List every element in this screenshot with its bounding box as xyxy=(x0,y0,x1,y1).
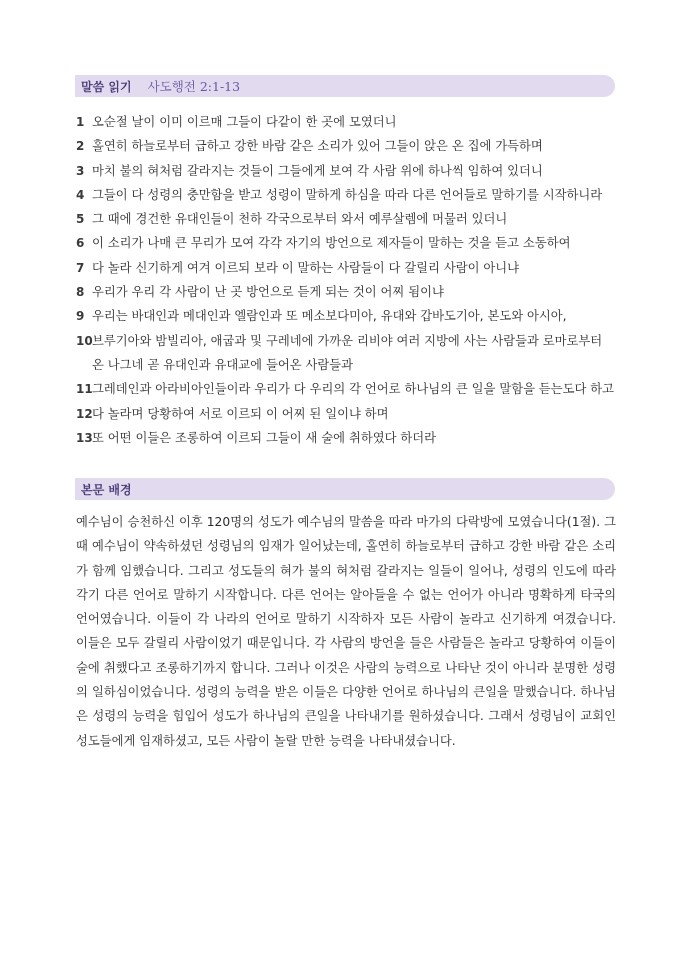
verse-text: 다 놀라며 당황하여 서로 이르되 이 어찌 된 일이냐 하며 xyxy=(92,406,389,421)
verse-text: 마치 불의 혀처럼 갈라지는 것들이 그들에게 보여 각 사람 위에 하나씩 임하여 있더니 xyxy=(92,163,543,178)
verse-text: 다 놀라 신기하게 여겨 이르되 보라 이 말하는 사람들이 다 갈릴리 사람이 아니냐 xyxy=(92,260,520,275)
verse-number: 12 xyxy=(76,406,93,421)
verse-number: 1 xyxy=(76,115,85,129)
verse-list xyxy=(76,110,616,450)
verse-text: 그 때에 경건한 유대인들이 천하 각국으로부터 와서 예루살렘에 머물러 있더니 xyxy=(92,212,508,227)
verse-row xyxy=(76,207,616,231)
verse-row xyxy=(76,402,616,426)
verse-number: 7 xyxy=(76,260,85,275)
verse-number: 10 xyxy=(76,333,93,348)
verse-number: 5 xyxy=(76,212,85,227)
verse-text: 그들이 다 성령의 충만함을 받고 성령이 말하게 하심을 따라 다른 언어들로 말하기를 시작하니라 xyxy=(92,187,603,202)
verse-text: 브루기아와 밤빌리아, 애굽과 및 구레네에 가까운 리비야 여러 지방에 사는 사람들과 로마로부터 온 나그네 곧 유대인과 유대교에 들어온 사람들과 xyxy=(92,333,603,372)
verse-text: 우리는 바대인과 메대인과 엘람인과 또 메소보다미아, 유대와 갑바도기아, 본도와 아시아, xyxy=(92,309,567,324)
verse-row xyxy=(76,159,616,183)
verse-row xyxy=(76,256,616,280)
verse-row xyxy=(76,231,616,255)
verse-number: 6 xyxy=(76,236,85,251)
verse-number: 8 xyxy=(76,285,85,300)
verse-text: 또 어떤 이들은 조롱하여 이르되 그들이 새 술에 취하였다 하더라 xyxy=(92,430,437,445)
verse-text: 우리가 우리 각 사람이 난 곳 방언으로 듣게 되는 것이 어찌 됨이냐 xyxy=(92,285,444,300)
verse-row xyxy=(76,426,616,450)
verse-text: 홀연히 하늘로부터 급하고 강한 바람 같은 소리가 있어 그들이 앉은 온 집에 가득하며 xyxy=(92,139,543,154)
verse-number: 2 xyxy=(76,139,85,154)
verse-number: 9 xyxy=(76,309,85,324)
verse-row xyxy=(76,134,616,158)
verse-row xyxy=(76,183,616,207)
verse-number: 3 xyxy=(76,163,85,178)
verse-number: 13 xyxy=(76,430,93,445)
reading-section-header xyxy=(75,75,615,97)
verse-row xyxy=(76,329,616,378)
background-section-header xyxy=(75,478,615,500)
verse-row xyxy=(76,280,616,304)
background-section-label: 본문 배경 xyxy=(81,482,132,497)
reading-section-label: 말씀 읽기 xyxy=(81,79,132,94)
scripture-reference: 사도행전 2:1-13 xyxy=(147,79,241,94)
verse-text: 이 소리가 나매 큰 무리가 모여 각각 자기의 방언으로 제자들이 말하는 것을 듣고 소동하여 xyxy=(92,236,571,251)
background-paragraph: 예수님이 승천하신 이후 120명의 성도가 예수님의 말씀을 따라 마가의 다락방에 모였습니다(1절). 그때 예수님이 약속하셨던 성령님의 임재가 일어났는데, 홀연히 하늘로부터 급하고 강한 바람 같은 소리가 함께 임했습니다. 그리고 성도들의 혀가 불의 혀처럼 갈라지는 일들이 일어나, 성령의 인도에 따라 각기 다른 언어로 말하기 시작합니다. 다른 언어는 알아들을 수 없는 언어가 아니라 명확하게 타국의 언어였습니다. 이들이 각 나라의 언어로 말하기 시작하자 모든 사람이 놀라고 신기하게 여겼습니다. 이들은 모두 갈릴리 사람이었기 때문입니다. 각 사람의 방언을 들은 사람들은 놀라고 당황하여 이들이 술에 취했다고 조롱하기까지 합니다. 그러나 이것은 사람의 능력으로 나타난 것이 아니라 분명한 성령의 일하심이었습니다. 성령의 능력을 받은 이들은 다양한 언어로 하나님의 큰일을 말했습니다. 하나님은 성령의 능력을 힘입어 성도가 하나님의 큰일을 나타내기를 원하셨습니다. 그래서 성령님이 교회인 성도들에게 임재하셨고, 모든 사람이 놀랄 만한 능력을 나타내셨습니다. xyxy=(76,515,616,748)
verse-row xyxy=(76,304,616,328)
verse-text: 오순절 날이 이미 이르매 그들이 다같이 한 곳에 모였더니 xyxy=(92,115,397,129)
verse-number: 11 xyxy=(76,382,93,397)
verse-row xyxy=(76,377,616,401)
verse-row xyxy=(76,110,616,134)
verse-text: 그레데인과 아라비아인들이라 우리가 다 우리의 각 언어로 하나님의 큰 일을 말함을 듣는도다 하고 xyxy=(92,382,615,397)
verse-number: 4 xyxy=(76,187,85,202)
